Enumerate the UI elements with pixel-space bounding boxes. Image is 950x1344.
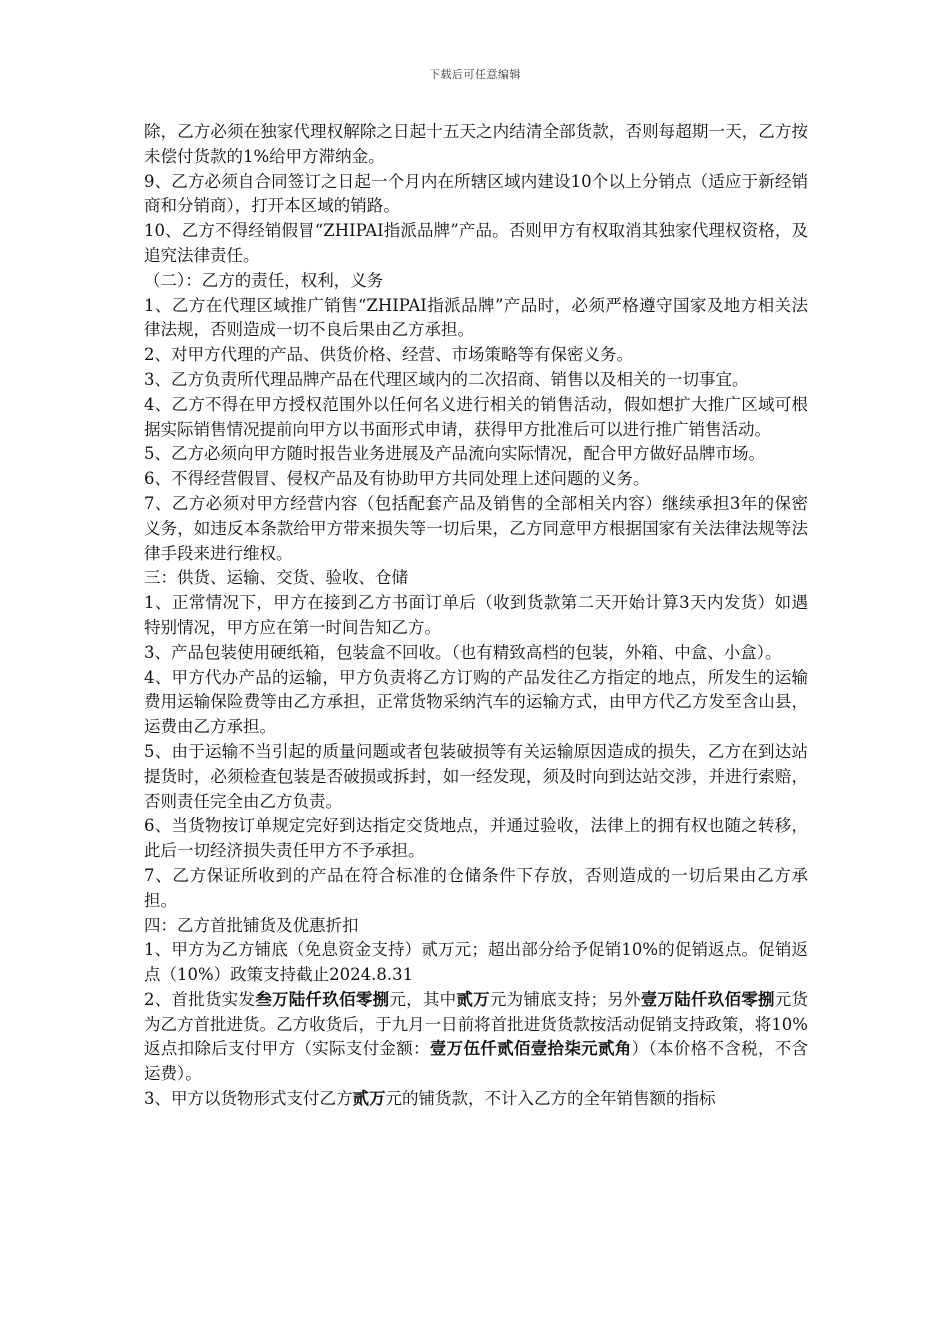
paragraph-batch-2: 2、首批货实发叁万陆仟玖佰零捌元，其中贰万元为铺底支持；另外壹万陆仟玖佰零捌元货为乙方首批进货。乙方收货后，于九月一日前将首批进货货款按活动促销支持政策，将10%返点扣除后支付甲方（实际支付金额：壹万伍仟贰佰壹拾柒元贰角）（本价格不含税，不含运费）。 xyxy=(144,989,809,1084)
page-header: 下载后可任意编辑 xyxy=(429,68,521,81)
paragraph-duty-7: 7、乙方必须对甲方经营内容（包括配套产品及销售的全部相关内容）继续承担3年的保密义务，如违反本条款给甲方带来损失等一切后果，乙方同意甲方根据国家有关法律法规等法律手段来进行维权。 xyxy=(144,493,808,563)
section-heading-party-b-duties: （二）：乙方的责任，权利，义务 xyxy=(144,270,384,290)
section-heading-first-batch: 四：乙方首批铺货及优惠折扣 xyxy=(144,915,359,935)
paragraph-supply-3: 3、产品包装使用硬纸箱，包装盒不回收。（也有精致高档的包装，外箱、中盒、小盒）。 xyxy=(144,642,782,662)
paragraph-duty-5: 5、乙方必须向甲方随时报告业务进展及产品流向实际情况，配合甲方做好品牌市场。 xyxy=(144,444,765,464)
paragraph-duty-3: 3、乙方负责所代理品牌产品在代理区域内的二次招商、销售以及相关的一切事宜。 xyxy=(144,369,749,389)
paragraph-supply-1: 1、正常情况下，甲方在接到乙方书面订单后（收到货款第二天开始计算3天内发货）如遇特别情况，甲方应在第一时间告知乙方。 xyxy=(144,593,808,637)
paragraph-supply-7: 7、乙方保证所收到的产品在符合标准的仓储条件下存放，否则造成的一切后果由乙方承担。 xyxy=(144,865,808,910)
paragraph-batch-3: 3、甲方以货物形式支付乙方贰万元的铺货款，不计入乙方的全年销售额的指标 xyxy=(144,1089,716,1109)
paragraph-duty-6: 6、不得经营假冒、侵权产品及有协助甲方共同处理上述问题的义务。 xyxy=(144,469,650,489)
paragraph-batch-1: 1、甲方为乙方铺底（免息资金支持）贰万元；超出部分给予促销10%的促销返点。促销返点（10%）政策支持截止2024.8.31 xyxy=(144,940,808,985)
paragraph-late-fee: 除，乙方必须在独家代理权解除之日起十五天之内结清全部货款，否则每超期一天，乙方按未偿付货款的1%给甲方滞纳金。 xyxy=(144,122,808,166)
paragraph-duty-1: 1、乙方在代理区域推广销售“ZHIPAI指派品牌”产品时，必须严格遵守国家及地方相关法律法规，否则造成一切不良后果由乙方承担。 xyxy=(144,295,808,340)
paragraph-item-10: 10、乙方不得经销假冒“ZHIPAI指派品牌”产品。否则甲方有权取消其独家代理权资格，及追究法律责任。 xyxy=(144,221,808,265)
paragraph-supply-5: 5、由于运输不当引起的质量问题或者包装破损等有关运输原因造成的损失，乙方在到达站提货时，必须检查包装是否破损或拆封，如一经发现，须及时向到达站交涉，并进行索赔，否则责任完全由乙方负责。 xyxy=(144,741,808,811)
section-heading-supply: 三：供货、运输、交货、验收、仓储 xyxy=(144,568,408,588)
document-body xyxy=(144,120,808,1112)
paragraph-supply-6: 6、当货物按订单规定完好到达指定交货地点，并通过验收，法律上的拥有权也随之转移，此后一切经济损失责任甲方不予承担。 xyxy=(144,816,808,861)
paragraph-duty-2: 2、对甲方代理的产品、供货价格、经营、市场策略等有保密义务。 xyxy=(144,345,633,365)
paragraph-duty-4: 4、乙方不得在甲方授权范围外以任何名义进行相关的销售活动，假如想扩大推广区域可根据实际销售情况提前向甲方以书面形式申请，获得甲方批准后可以进行推广销售活动。 xyxy=(144,394,808,439)
paragraph-item-9: 9、乙方必须自合同签订之日起一个月内在所辖区域内建设10个以上分销点（适应于新经销商和分销商），打开本区域的销路。 xyxy=(144,171,808,216)
paragraph-supply-4: 4、甲方代办产品的运输，甲方负责将乙方订购的产品发往乙方指定的地点，所发生的运输费用运输保险费等由乙方承担，正常货物采纳汽车的运输方式，由甲方代乙方发至含山县，运费由乙方承担。 xyxy=(144,667,808,737)
